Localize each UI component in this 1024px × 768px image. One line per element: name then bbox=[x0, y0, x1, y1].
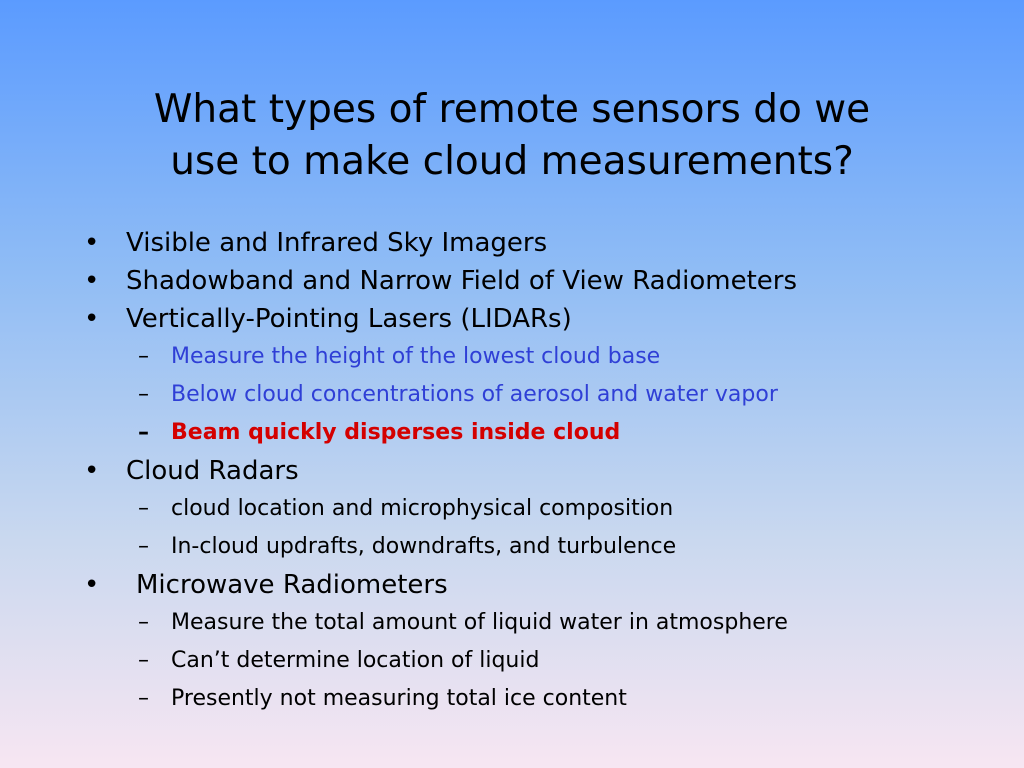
sub-bullet-text: cloud location and microphysical composition bbox=[171, 496, 674, 521]
sub-bullet-beam-disperses bbox=[84, 414, 984, 452]
bullet-marker: • bbox=[84, 570, 100, 600]
dash-marker: – bbox=[138, 648, 149, 673]
dash-marker: – bbox=[138, 382, 149, 407]
sub-bullet-updrafts bbox=[84, 528, 984, 566]
bullet-cloud-radars bbox=[84, 452, 984, 490]
bullet-text: Cloud Radars bbox=[126, 456, 299, 486]
dash-marker: – bbox=[138, 534, 149, 559]
bullet-marker: • bbox=[84, 304, 100, 334]
bullet-text: Vertically-Pointing Lasers (LIDARs) bbox=[126, 304, 572, 334]
dash-marker: – bbox=[138, 344, 149, 369]
dash-marker: – bbox=[138, 420, 149, 445]
sub-bullet-text: Beam quickly disperses inside cloud bbox=[171, 420, 621, 445]
bullet-marker: • bbox=[84, 266, 100, 296]
sub-bullet-text: Measure the total amount of liquid water in atmosphere bbox=[171, 610, 788, 635]
bullet-marker: • bbox=[84, 456, 100, 486]
bullet-list bbox=[84, 224, 984, 718]
dash-marker: – bbox=[138, 496, 149, 521]
sub-bullet-liquid-location bbox=[84, 642, 984, 680]
bullet-lidars bbox=[84, 300, 984, 338]
bullet-text: Shadowband and Narrow Field of View Radiometers bbox=[126, 266, 797, 296]
bullet-marker: • bbox=[84, 228, 100, 258]
sub-bullet-text: Can’t determine location of liquid bbox=[171, 648, 540, 673]
sub-bullet-cloud-base bbox=[84, 338, 984, 376]
bullet-radiometers bbox=[84, 262, 984, 300]
sub-bullet-aerosol bbox=[84, 376, 984, 414]
bullet-text: Microwave Radiometers bbox=[136, 570, 448, 600]
sub-bullet-liquid-water bbox=[84, 604, 984, 642]
sub-bullet-text: Below cloud concentrations of aerosol and water vapor bbox=[171, 382, 778, 407]
sub-bullet-text: Measure the height of the lowest cloud base bbox=[171, 344, 661, 369]
slide-title-line-2: use to make cloud measurements? bbox=[170, 139, 854, 184]
slide-title bbox=[0, 84, 1024, 188]
bullet-text: Visible and Infrared Sky Imagers bbox=[126, 228, 548, 258]
dash-marker: – bbox=[138, 610, 149, 635]
bullet-microwave-radiometers bbox=[84, 566, 984, 604]
dash-marker: – bbox=[138, 686, 149, 711]
sub-bullet-ice-content bbox=[84, 680, 984, 718]
bullet-sky-imagers bbox=[84, 224, 984, 262]
slide-title-line-1: What types of remote sensors do we bbox=[153, 87, 871, 132]
sub-bullet-text: In-cloud updrafts, downdrafts, and turbulence bbox=[171, 534, 677, 559]
sub-bullet-text: Presently not measuring total ice content bbox=[171, 686, 627, 711]
sub-bullet-cloud-location bbox=[84, 490, 984, 528]
